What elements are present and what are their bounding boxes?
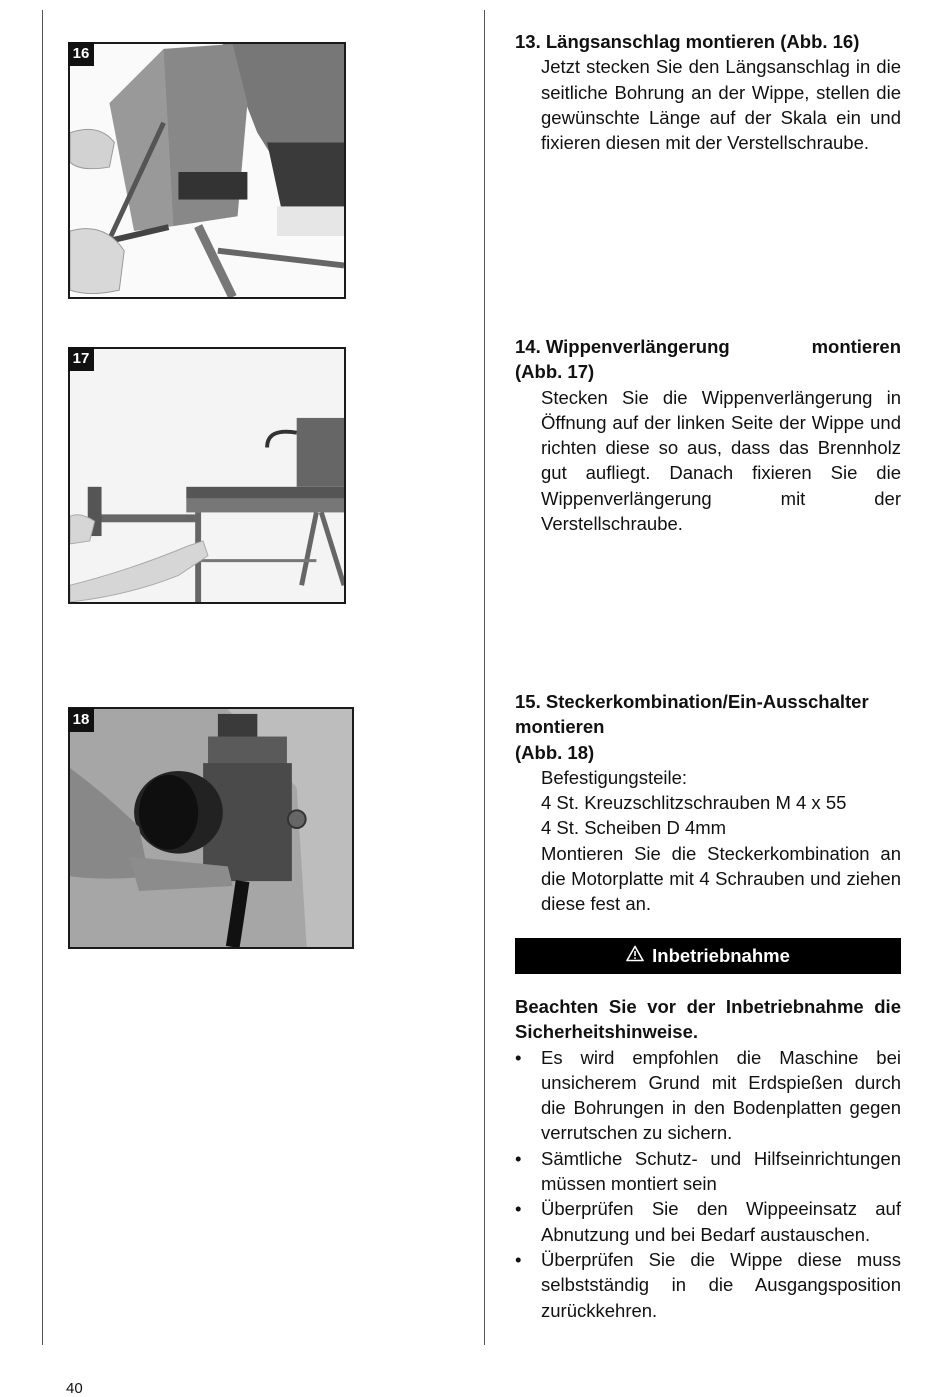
commissioning-section	[515, 994, 901, 1323]
figure-17-image	[68, 347, 346, 604]
list-item: • Es wird empfohlen die Maschine bei unsicherem Grund mit Erdspießen durch die Bohrungen in den Bodenplatten gegen verrutschen zu sichern.	[515, 1045, 901, 1146]
commissioning-banner	[515, 938, 901, 974]
step-14-heading-line1	[515, 334, 901, 359]
figure-18-label: 18	[68, 708, 94, 732]
figure-17-label: 17	[68, 347, 94, 371]
step-15-body: Montieren Sie die Steckerkombination an die Motorplatte mit 4 Schrauben und ziehen diese fest an.	[541, 842, 901, 915]
commissioning-intro: Beachten Sie vor der Inbetriebnahme die Sicherheitshinweise.	[515, 996, 901, 1043]
left-margin-rule	[42, 10, 43, 1345]
figure-16-label: 16	[68, 42, 94, 66]
parts-screws: 4 St. Kreuzschlitzschrauben M 4 x 55	[541, 792, 847, 814]
list-item: • Sämtliche Schutz- und Hilfseinrichtungen müssen montiert sein	[515, 1146, 901, 1197]
parts-heading: Befestigungsteile:	[541, 766, 688, 788]
figure-18-image	[68, 707, 354, 949]
step-15-heading-line2: montieren	[515, 716, 605, 738]
banner-title: Inbetriebnahme	[652, 945, 790, 966]
column-divider-rule	[484, 10, 485, 1345]
commissioning-list	[515, 1045, 901, 1323]
step-14-heading-word2: montieren	[811, 336, 901, 357]
figure-16-image	[68, 42, 346, 299]
page-number: 40	[66, 1380, 83, 1397]
list-item: • Überprüfen Sie den Wippeeinsatz auf Abnutzung und bei Bedarf austauschen.	[515, 1196, 901, 1247]
warning-triangle-icon	[626, 945, 644, 967]
list-item: • Überprüfen Sie die Wippe diese muss selbstständig in die Ausgangsposition zurückkehren.	[515, 1247, 901, 1323]
step-14	[515, 334, 901, 536]
step-14-body: Stecken Sie die Wippenverlängerung in Öffnung auf der linken Seite der Wippe und richten diese so aus, dass das Brennholz gut aufliegt. Danach fixieren Sie die Wippenverlängerung mit der Verstellschraube.	[541, 386, 901, 535]
step-15-heading-line3: (Abb. 18)	[515, 741, 595, 763]
step-13-heading: 13. Längsanschlag montieren (Abb. 16)	[515, 31, 860, 52]
step-15-parts	[515, 765, 901, 841]
step-14-heading-word1: 14. Wippenverlängerung	[515, 336, 730, 357]
step-13-body: Jetzt stecken Sie den Längsanschlag in die seitliche Bohrung an der Wippe, stellen die gewünschte Länge auf der Skala ein und fixieren diesen mit der Verstellschraube.	[541, 56, 901, 154]
step-15-heading-line1: 15. Steckerkombination/Ein-Ausschalter	[515, 691, 869, 712]
parts-washers: 4 St. Scheiben D 4mm	[541, 817, 727, 839]
step-14-heading-line2: (Abb. 17)	[515, 361, 595, 383]
step-13	[515, 29, 901, 155]
step-15	[515, 689, 901, 917]
